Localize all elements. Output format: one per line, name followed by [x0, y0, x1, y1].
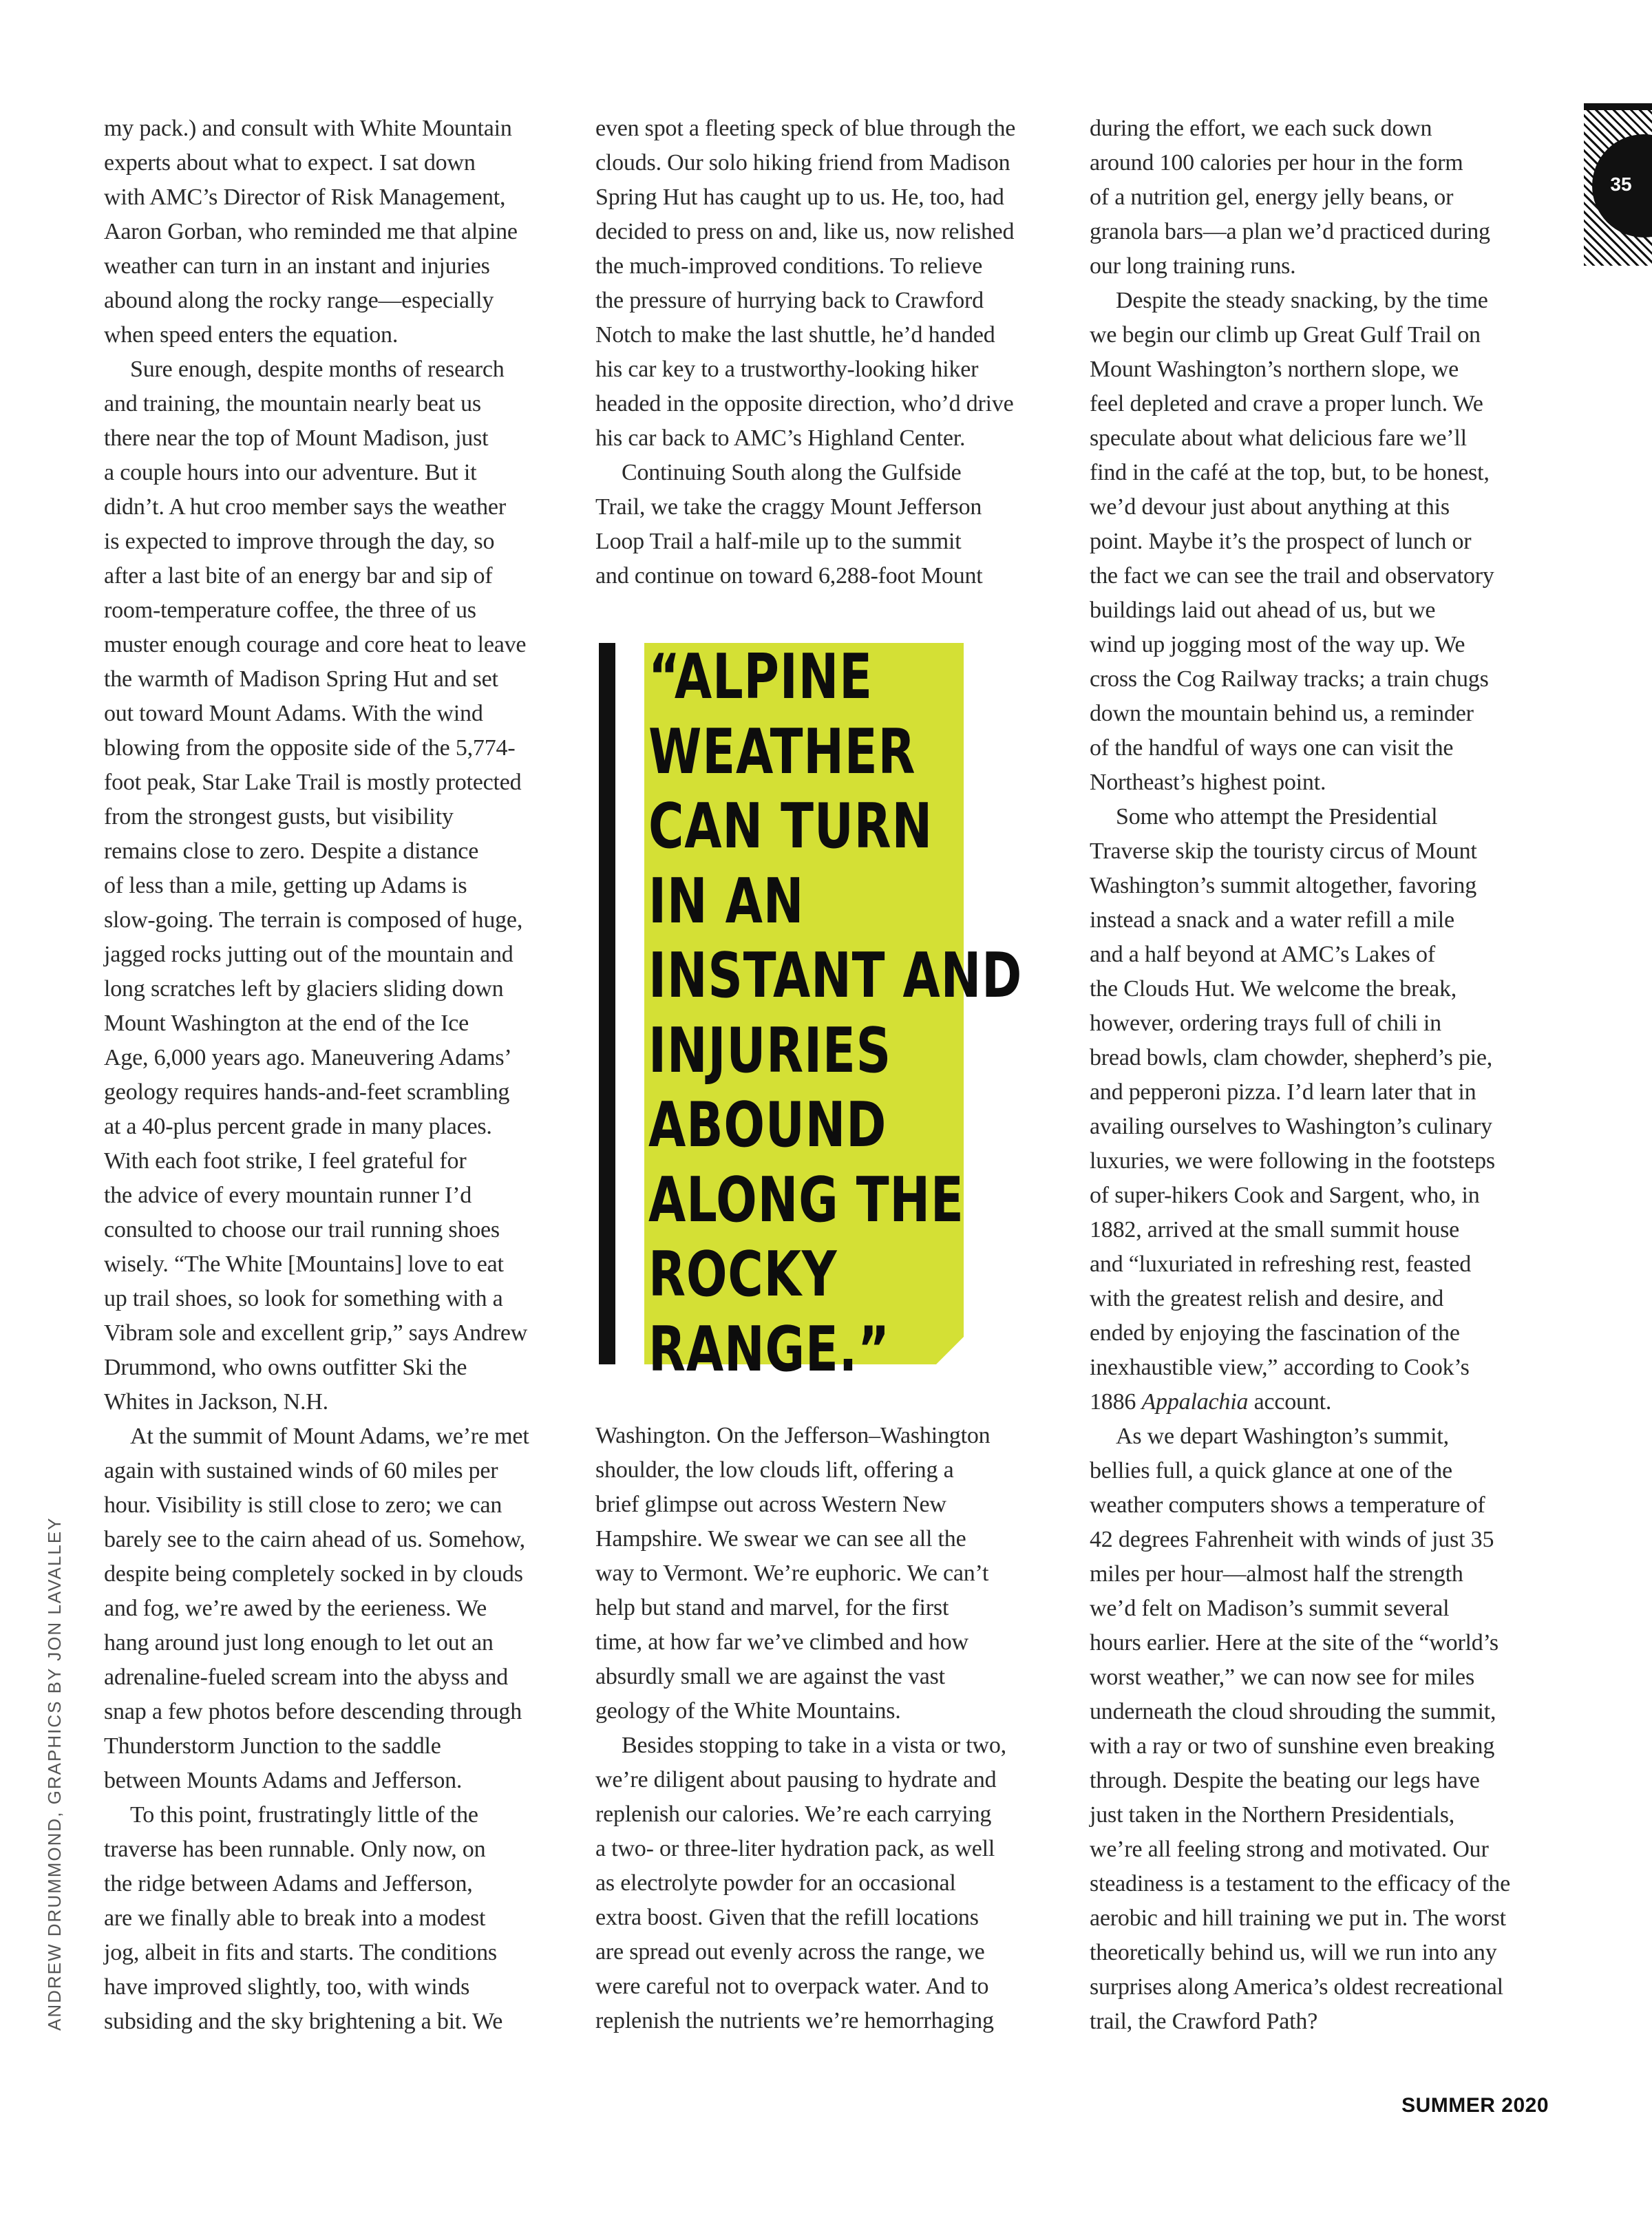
page-tab-bar	[1584, 103, 1652, 110]
text-line: despite being completely socked in by clouds	[104, 1561, 523, 1587]
text-line: we’d felt on Madison’s summit several	[1090, 1596, 1450, 1621]
text-line: Northeast’s highest point.	[1090, 770, 1326, 795]
article-column-1	[104, 112, 565, 2039]
pull-quote-line: WEATHER	[648, 715, 916, 788]
text-line: find in the café at the top, but, to be honest,	[1090, 460, 1490, 485]
text-line: replenish our calories. We’re each carrying	[595, 1801, 992, 1827]
text-line: availing ourselves to Washington’s culinary	[1090, 1114, 1492, 1139]
text-line: between Mounts Adams and Jefferson.	[104, 1768, 463, 1793]
text-line: experts about what to expect. I sat down	[104, 150, 476, 176]
text-line: Mount Washington at the end of the Ice	[104, 1011, 469, 1036]
issue-footer: SUMMER 2020	[1401, 2094, 1549, 2117]
text-line: shoulder, the low clouds lift, offering a	[595, 1457, 954, 1483]
pull-quote-line: ABOUND	[648, 1089, 887, 1161]
text-line: instead a snack and a water refill a mile	[1090, 907, 1454, 933]
text-line: ended by enjoying the fascination of the	[1090, 1320, 1460, 1346]
text-line: wisely. “The White [Mountains] love to eat	[104, 1251, 504, 1277]
text-line: snap a few photos before descending through	[104, 1699, 522, 1724]
text-line: Mount Washington’s northern slope, we	[1090, 357, 1459, 382]
text-line: we’d devour just about anything at this	[1090, 494, 1450, 520]
text-line: point. Maybe it’s the prospect of lunch or	[1090, 529, 1472, 554]
text-line: we’re all feeling strong and motivated. Our	[1090, 1837, 1489, 1862]
text-line: weather computers shows a temperature of	[1090, 1492, 1485, 1518]
text-line: through. Despite the beating our legs have	[1090, 1768, 1480, 1793]
text-line: with AMC’s Director of Risk Management,	[104, 184, 506, 210]
text-line: underneath the cloud shrouding the summit,	[1090, 1699, 1496, 1724]
pull-quote-line: INSTANT AND	[648, 940, 1023, 1012]
text-line: were careful not to overpack water. And to	[595, 1974, 989, 1999]
text-line: the advice of every mountain runner I’d	[104, 1183, 472, 1208]
text-line: of a nutrition gel, energy jelly beans, or	[1090, 184, 1454, 210]
text-line: there near the top of Mount Madison, just	[104, 425, 489, 451]
text-line: as electrolyte powder for an occasional	[595, 1870, 956, 1896]
text-line: the fact we can see the trail and observatory	[1090, 563, 1494, 589]
text-line: a couple hours into our adventure. But it	[104, 460, 477, 485]
paragraph	[1090, 284, 1551, 800]
text-line: Washington’s summit altogether, favoring	[1090, 873, 1477, 898]
text-line: out toward Mount Adams. With the wind	[104, 701, 483, 726]
paragraph	[104, 112, 565, 352]
text-line: miles per hour—almost half the strength	[1090, 1561, 1463, 1587]
text-line: Besides stopping to take in a vista or two,	[622, 1733, 1006, 1758]
paragraph	[595, 1419, 1063, 1729]
text-line: Whites in Jackson, N.H.	[104, 1389, 328, 1415]
paragraph	[595, 1729, 1063, 2038]
text-line: of the handful of ways one can visit the	[1090, 735, 1454, 761]
text-line: of super-hikers Cook and Sargent, who, in	[1090, 1183, 1480, 1208]
pull-quote-line: RANGE.”	[648, 1313, 890, 1386]
text-line: and fog, we’re awed by the eerieness. We	[104, 1596, 487, 1621]
text-line: aerobic and hill training we put in. The worst	[1090, 1905, 1506, 1931]
text-line: subsiding and the sky brightening a bit. We	[104, 2009, 503, 2034]
text-line: luxuries, we were following in the footsteps	[1090, 1148, 1495, 1174]
text-line: during the effort, we each suck down	[1090, 116, 1432, 141]
text-line: however, ordering trays full of chili in	[1090, 1011, 1441, 1036]
text-line: clouds. Our solo hiking friend from Madison	[595, 150, 1010, 176]
text-line: way to Vermont. We’re euphoric. We can’t	[595, 1561, 989, 1586]
article-column-3	[1090, 112, 1551, 2039]
text-line: bellies full, a quick glance at one of the	[1090, 1458, 1452, 1483]
text-line: As we depart Washington’s summit,	[1116, 1424, 1449, 1449]
text-line: long scratches left by glaciers sliding down	[104, 976, 504, 1002]
text-line: weather can turn in an instant and injuries	[104, 253, 490, 279]
pull-quote-line: IN AN	[648, 865, 805, 938]
text-line: Drummond, who owns outfitter Ski the	[104, 1355, 467, 1380]
text-line: from the strongest gusts, but visibility	[104, 804, 454, 829]
text-line: Continuing South along the Gulfside	[622, 460, 962, 485]
article-column-2-bottom	[595, 1419, 1063, 2038]
text-line: Thunderstorm Junction to the saddle	[104, 1733, 441, 1759]
text-line: surprises along America’s oldest recreational	[1090, 1974, 1503, 2000]
text-line: wind up jogging most of the way up. We	[1090, 632, 1465, 657]
text-line: decided to press on and, like us, now relished	[595, 219, 1015, 244]
photo-credit: ANDREW DRUMMOND, GRAPHICS BY JON LAVALLEY	[44, 1516, 65, 2031]
pull-quote-line: CAN TURN	[648, 790, 933, 863]
paragraph	[1090, 800, 1551, 1419]
text-line: feel depleted and crave a proper lunch. We	[1090, 391, 1483, 416]
text-line: again with sustained winds of 60 miles per	[104, 1458, 498, 1483]
text-line: slow-going. The terrain is composed of huge,	[104, 907, 523, 933]
text-line: have improved slightly, too, with winds	[104, 1974, 470, 2000]
text-line: 42 degrees Fahrenheit with winds of just 35	[1090, 1527, 1494, 1552]
text-line: traverse has been runnable. Only now, on	[104, 1837, 486, 1862]
text-line: hours earlier. Here at the site of the “world’s	[1090, 1630, 1499, 1656]
paragraph	[104, 1419, 565, 1798]
text-line: Spring Hut has caught up to us. He, too, had	[595, 184, 1004, 210]
text-line: barely see to the cairn ahead of us. Somehow,	[104, 1527, 525, 1552]
pull-quote-text	[648, 640, 1023, 1387]
text-line: inexhaustible view,” according to Cook’s	[1090, 1355, 1470, 1380]
text-line: 1882, arrived at the small summit house	[1090, 1217, 1460, 1243]
text-line: trail, the Crawford Path?	[1090, 2009, 1318, 2034]
pull-quote-line: ROCKY	[648, 1238, 838, 1311]
publication-title: Appalachia	[1141, 1389, 1249, 1415]
text-line: Aaron Gorban, who reminded me that alpine	[104, 219, 518, 244]
text-line: and continue on toward 6,288-foot Mount	[595, 563, 983, 589]
text-line: didn’t. A hut croo member says the weather	[104, 494, 506, 520]
text-line: time, at how far we’ve climbed and how	[595, 1629, 968, 1655]
text-line: buildings laid out ahead of us, but we	[1090, 598, 1436, 623]
text-line: a two- or three-liter hydration pack, as well	[595, 1836, 995, 1861]
text-line: Trail, we take the craggy Mount Jefferson	[595, 494, 982, 520]
text-line: the warmth of Madison Spring Hut and set	[104, 666, 498, 692]
text-line: extra boost. Given that the refill locations	[595, 1905, 979, 1930]
text-line: his car key to a trustworthy-looking hiker	[595, 357, 979, 382]
paragraph	[595, 112, 1063, 456]
text-line: Washington. On the Jefferson–Washington	[595, 1423, 991, 1448]
text-line: Some who attempt the Presidential	[1116, 804, 1438, 829]
text-line: with a ray or two of sunshine even breaking	[1090, 1733, 1495, 1759]
text-line: and pepperoni pizza. I’d learn later that in	[1090, 1079, 1476, 1105]
text-line: and training, the mountain nearly beat us	[104, 391, 481, 416]
pull-quote-line: “ALPINE	[648, 641, 873, 713]
text-line: replenish the nutrients we’re hemorrhaging	[595, 2008, 994, 2033]
text-line: Sure enough, despite months of research	[130, 357, 505, 382]
text-line: 1886 Appalachia account.	[1090, 1389, 1332, 1415]
text-line: Age, 6,000 years ago. Maneuvering Adams’	[104, 1045, 512, 1070]
text-line: jog, albeit in fits and starts. The conditions	[104, 1940, 497, 1965]
text-line: and “luxuriated in refreshing rest, feasted	[1090, 1251, 1472, 1277]
pull-quote-line: ALONG THE	[648, 1163, 964, 1236]
text-line: the Clouds Hut. We welcome the break,	[1090, 976, 1457, 1002]
text-line: steadiness is a testament to the efficacy of the	[1090, 1871, 1510, 1896]
text-line: remains close to zero. Despite a distance	[104, 838, 479, 864]
text-line: of less than a mile, getting up Adams is	[104, 873, 467, 898]
text-line: With each foot strike, I feel grateful for	[104, 1148, 467, 1174]
text-line: hang around just long enough to let out an	[104, 1630, 494, 1656]
text-line: granola bars—a plan we’d practiced during	[1090, 219, 1490, 244]
paragraph	[1090, 1419, 1551, 2039]
text-line: speculate about what delicious fare we’ll	[1090, 425, 1467, 451]
text-line: down the mountain behind us, a reminder	[1090, 701, 1474, 726]
page-number: 35	[1610, 173, 1632, 195]
text-line: brief glimpse out across Western New	[595, 1492, 946, 1517]
text-line: At the summit of Mount Adams, we’re met	[130, 1424, 529, 1449]
pull-quote-bar	[599, 643, 615, 1364]
text-line: worst weather,” we can now see for miles	[1090, 1664, 1474, 1690]
text-line: and a half beyond at AMC’s Lakes of	[1090, 942, 1435, 967]
text-line: bread bowls, clam chowder, shepherd’s pie,	[1090, 1045, 1493, 1070]
text-line: at a 40-plus percent grade in many places.	[104, 1114, 492, 1139]
text-line: up trail shoes, so look for something with a	[104, 1286, 503, 1311]
text-line: when speed enters the equation.	[104, 322, 399, 348]
text-line: my pack.) and consult with White Mountain	[104, 116, 512, 141]
text-line: his car back to AMC’s Highland Center.	[595, 425, 966, 451]
text-line: foot peak, Star Lake Trail is mostly protected	[104, 770, 522, 795]
text-line: just taken in the Northern Presidentials,	[1090, 1802, 1455, 1828]
article-column-2-top	[595, 112, 1063, 593]
text-line: adrenaline-fueled scream into the abyss and	[104, 1664, 509, 1690]
text-line: cross the Cog Railway tracks; a train chugs	[1090, 666, 1489, 692]
paragraph	[595, 456, 1063, 593]
pull-quote	[599, 641, 1053, 1386]
text-line: theoretically behind us, will we run into any	[1090, 1940, 1497, 1965]
text-line: absurdly small we are against the vast	[595, 1664, 945, 1689]
text-line: our long training runs.	[1090, 253, 1296, 279]
paragraph	[104, 352, 565, 1419]
text-line: the pressure of hurrying back to Crawford	[595, 288, 984, 313]
text-line: we’re diligent about pausing to hydrate and	[595, 1767, 997, 1793]
paragraph	[1090, 112, 1551, 284]
text-line: help but stand and marvel, for the first	[595, 1595, 949, 1620]
text-line: around 100 calories per hour in the form	[1090, 150, 1463, 176]
text-line: Notch to make the last shuttle, he’d handed	[595, 322, 995, 348]
text-line: Vibram sole and excellent grip,” says Andrew	[104, 1320, 528, 1346]
text-line: blowing from the opposite side of the 5,774-	[104, 735, 516, 761]
text-line: room-temperature coffee, the three of us	[104, 598, 476, 623]
text-line: geology requires hands-and-feet scrambling	[104, 1079, 510, 1105]
text-line: the much-improved conditions. To relieve	[595, 253, 983, 279]
text-line: is expected to improve through the day, so	[104, 529, 495, 554]
text-line: headed in the opposite direction, who’d drive	[595, 391, 1014, 416]
text-line: with the greatest relish and desire, and	[1090, 1286, 1444, 1311]
text-line: jagged rocks jutting out of the mountain and	[104, 942, 513, 967]
text-line: Hampshire. We swear we can see all the	[595, 1526, 966, 1552]
text-line: the ridge between Adams and Jefferson,	[104, 1871, 473, 1896]
paragraph	[104, 1798, 565, 2039]
text-line: geology of the White Mountains.	[595, 1698, 901, 1724]
text-line: after a last bite of an energy bar and sip of	[104, 563, 493, 589]
text-line: Despite the steady snacking, by the time	[1116, 288, 1488, 313]
text-line: To this point, frustratingly little of the	[130, 1802, 478, 1828]
text-line: we begin our climb up Great Gulf Trail on	[1090, 322, 1481, 348]
text-line: are spread out evenly across the range, we	[595, 1939, 985, 1965]
text-line: abound along the rocky range—especially	[104, 288, 494, 313]
text-line: consulted to choose our trail running shoes	[104, 1217, 500, 1243]
text-line: Traverse skip the touristy circus of Mount	[1090, 838, 1477, 864]
text-line: hour. Visibility is still close to zero; we can	[104, 1492, 502, 1518]
pull-quote-line: INJURIES	[648, 1014, 891, 1087]
text-line: Loop Trail a half-mile up to the summit	[595, 529, 962, 554]
text-line: muster enough courage and core heat to leave	[104, 632, 527, 657]
text-line: are we finally able to break into a modest	[104, 1905, 486, 1931]
text-line: even spot a fleeting speck of blue through the	[595, 116, 1016, 141]
